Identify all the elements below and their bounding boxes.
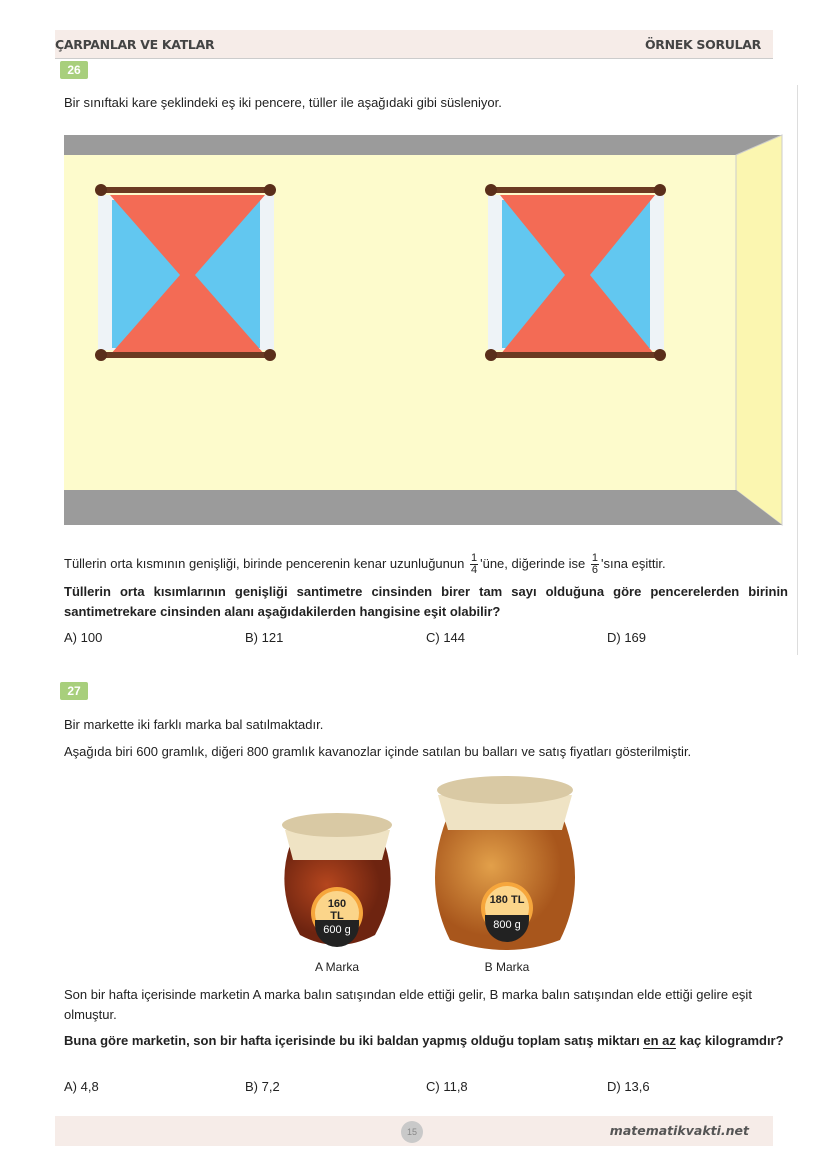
jar-b-weight: 800 g [493, 919, 521, 931]
denominator: 4 [470, 564, 478, 576]
q26-question: Tüllerin orta kısımlarının genişliği santimetre cinsinden birer tam sayı olduğuna göre pencerelerden birinin santimetrekare cinsinden alanı aşağıdakilerden hangisine eşit olabilir? [64, 584, 788, 619]
q27-option-d[interactable]: D) 13,6 [607, 1079, 650, 1094]
q26-statement [64, 553, 666, 576]
text: Buna göre marketin, son bir hafta içerisinde bu iki baldan yapmış olduğu toplam satış miktarı [64, 1033, 640, 1048]
page-number: 15 [401, 1121, 423, 1143]
jar-b-price: 180 TL [489, 894, 525, 906]
q27-option-a[interactable]: A) 4,8 [64, 1079, 99, 1094]
jar-b-label: B Marka [484, 960, 530, 974]
site-name: matematikvakti.net [609, 1123, 749, 1138]
jar-a-price: 160 TL [327, 898, 347, 922]
window-right [485, 184, 666, 361]
text: kaç kilogramdır? [679, 1033, 784, 1048]
q27-intro-1: Bir markette iki farklı marka bal satılmaktadır. [64, 717, 324, 732]
q26-intro: Bir sınıftaki kare şeklindeki eş iki pencere, tüller ile aşağıdaki gibi süsleniyor. [64, 95, 502, 110]
section-title: ÖRNEK SORULAR [644, 37, 761, 52]
numerator: 1 [591, 552, 598, 564]
q26-option-c[interactable]: C) 144 [426, 630, 466, 645]
q27-text: Son bir hafta içerisinde marketin A marka balın satışından elde ettiği gelir, B marka balın satışından elde ettiği gelire eşit olmuştur. [64, 987, 752, 1022]
page-footer [55, 1116, 773, 1146]
q27-question [64, 1031, 788, 1051]
q26-option-a[interactable]: A) 100 [64, 630, 103, 645]
numerator: 1 [470, 552, 478, 564]
q26-option-b[interactable]: B) 121 [245, 630, 284, 645]
honey-jars-illustration [270, 770, 590, 960]
q27-option-b[interactable]: B) 7,2 [245, 1079, 280, 1094]
room-windows-illustration [0, 0, 828, 540]
q27-intro-2: Aşağıda biri 600 gramlık, diğeri 800 gramlık kavanozlar içinde satılan bu balları ve satış fiyatları gösterilmiştir. [64, 744, 692, 759]
jar-a-weight: 600 g [323, 924, 351, 936]
text: Tüllerin orta kısmının genişliği, birinde pencerenin kenar uzunluğunun [64, 555, 465, 571]
chapter-title: ÇARPANLAR VE KATLAR [55, 37, 215, 52]
q26-option-d[interactable]: D) 169 [607, 630, 647, 645]
fraction-one-sixth [591, 553, 599, 576]
question-number-26: 26 [60, 61, 88, 79]
text: 'sına eşittir. [600, 555, 666, 571]
fraction-one-quarter [470, 553, 478, 576]
window-left [95, 184, 276, 361]
text: 'üne, diğerinde ise [480, 555, 586, 571]
denominator: 6 [591, 564, 598, 576]
q27-option-c[interactable]: C) 11,8 [426, 1079, 468, 1094]
question-number-27: 27 [60, 682, 88, 700]
jar-a-label: A Marka [314, 960, 359, 974]
emphasis-en-az: en az [643, 1033, 676, 1048]
